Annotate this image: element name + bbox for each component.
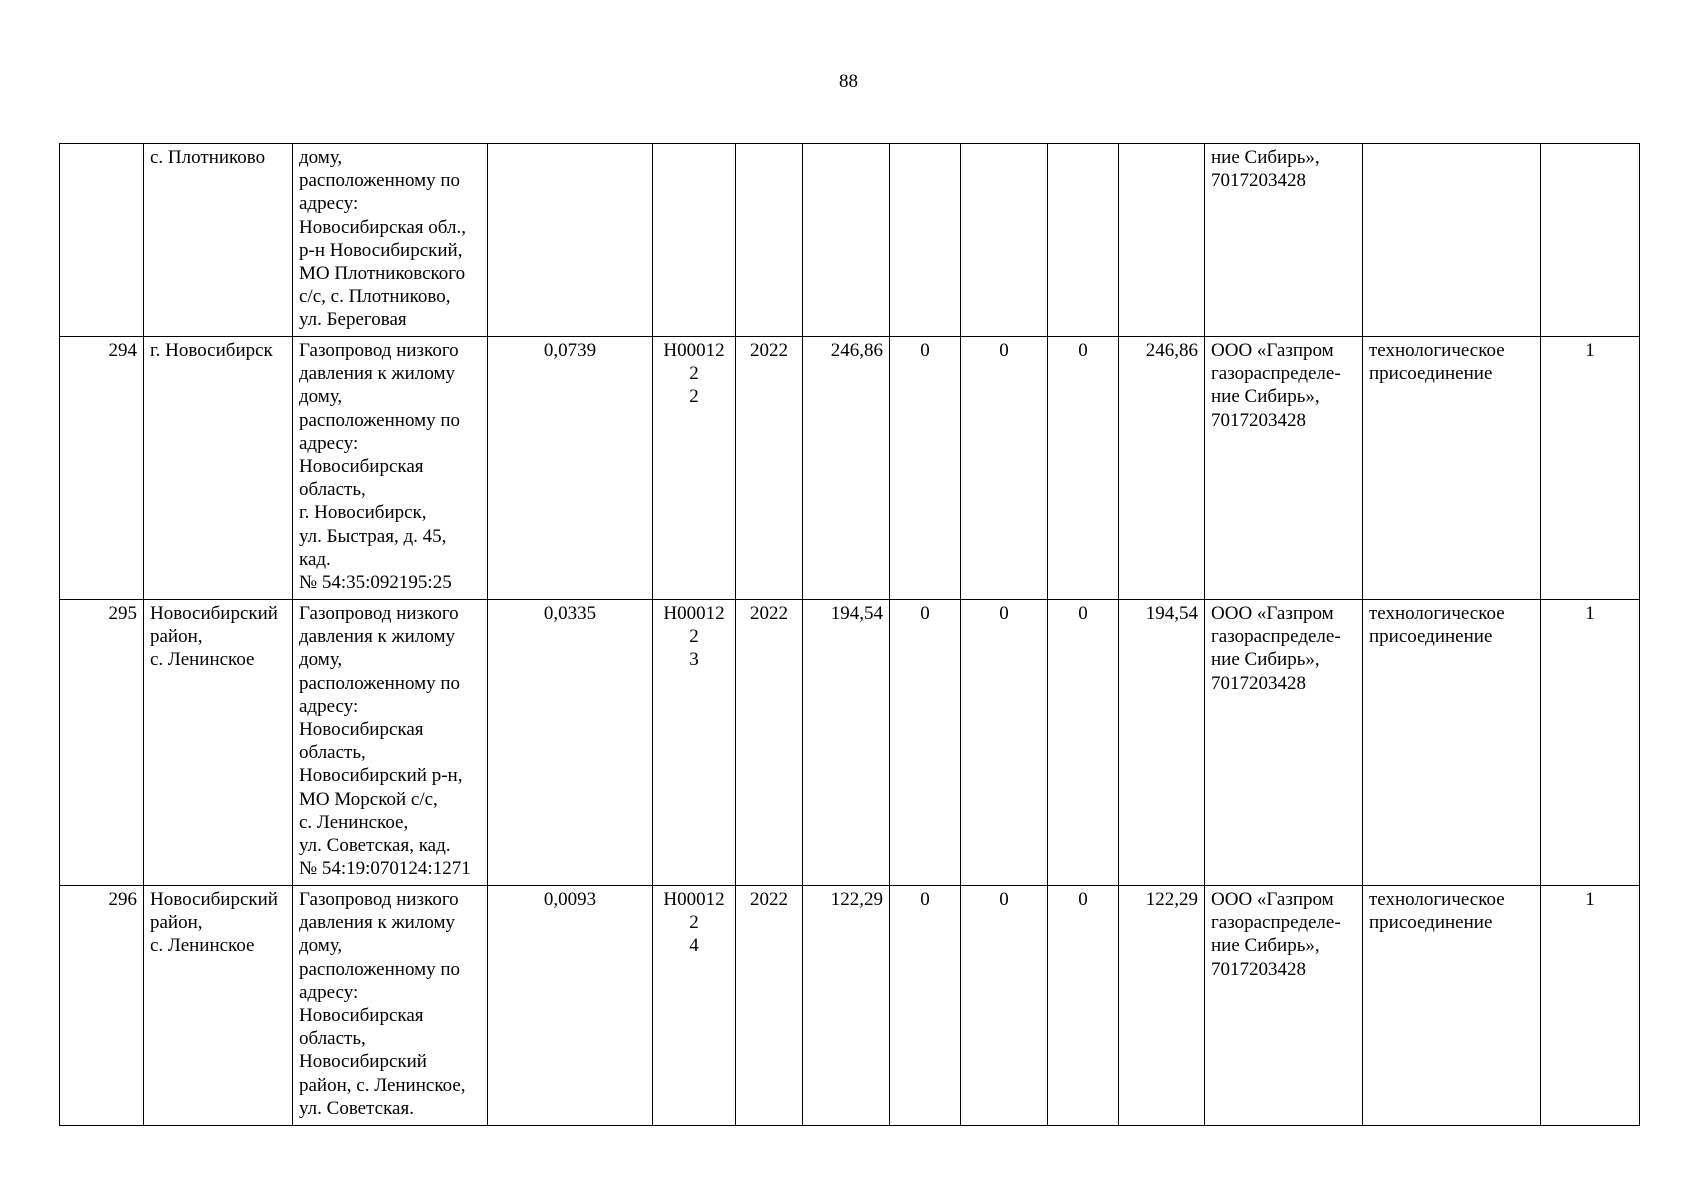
length-cell: 0,0739 <box>488 337 653 600</box>
inventory-code-cell: Н000122 4 <box>653 886 736 1126</box>
object-description-cell: Газопровод низкого давления к жилому дому, расположенному по адресу: Новосибирская область, Новосибирский р-н, МО Морской с/с, с. Ленинское, ул. Советская, кад. № 54:19:070124:1271 <box>293 600 488 886</box>
year-cell: 2022 <box>736 600 803 886</box>
locality-cell: Новосибирский район, с. Ленинское <box>144 600 293 886</box>
row-number-cell: 296 <box>60 886 144 1126</box>
inventory-code-cell: Н000122 2 <box>653 337 736 600</box>
table-row <box>60 337 1640 600</box>
count-cell: 1 <box>1541 600 1640 886</box>
reason-cell: технологическое присоединение <box>1363 886 1541 1126</box>
table-row <box>60 144 1640 337</box>
length-cell: 0,0093 <box>488 886 653 1126</box>
assets-table <box>59 143 1640 1126</box>
value-cell-2 <box>961 144 1048 337</box>
reason-cell: технологическое присоединение <box>1363 337 1541 600</box>
value-cell-3: 0 <box>1048 600 1119 886</box>
table-row <box>60 600 1640 886</box>
locality-cell: Новосибирский район, с. Ленинское <box>144 886 293 1126</box>
year-cell: 2022 <box>736 886 803 1126</box>
object-description-cell: дому, расположенному по адресу: Новосибирская обл., р-н Новосибирский, МО Плотниковского с/с, с. Плотниково, ул. Береговая <box>293 144 488 337</box>
object-description-cell: Газопровод низкого давления к жилому дому, расположенному по адресу: Новосибирская область, Новосибирский район, с. Ленинское, ул. Советская. <box>293 886 488 1126</box>
owner-cell: ние Сибирь», 7017203428 <box>1205 144 1363 337</box>
value-cell-1: 0 <box>890 337 961 600</box>
value-cell-1 <box>890 144 961 337</box>
value-cell-4 <box>1119 144 1205 337</box>
locality-cell: г. Новосибирск <box>144 337 293 600</box>
value-cell-4: 122,29 <box>1119 886 1205 1126</box>
table-row <box>60 886 1640 1126</box>
inventory-code-cell <box>653 144 736 337</box>
value-cell-2: 0 <box>961 337 1048 600</box>
value-cell-1: 0 <box>890 600 961 886</box>
table-body <box>60 144 1640 1126</box>
year-cell <box>736 144 803 337</box>
total-value-cell: 246,86 <box>803 337 890 600</box>
value-cell-3: 0 <box>1048 337 1119 600</box>
object-description-cell: Газопровод низкого давления к жилому дому, расположенному по адресу: Новосибирская область, г. Новосибирск, ул. Быстрая, д. 45, кад. № 54:35:092195:25 <box>293 337 488 600</box>
count-cell: 1 <box>1541 337 1640 600</box>
value-cell-3 <box>1048 144 1119 337</box>
value-cell-4: 246,86 <box>1119 337 1205 600</box>
year-cell: 2022 <box>736 337 803 600</box>
count-cell: 1 <box>1541 886 1640 1126</box>
owner-cell: ООО «Газпром газораспределе- ние Сибирь», 7017203428 <box>1205 886 1363 1126</box>
value-cell-3: 0 <box>1048 886 1119 1126</box>
page-number: 88 <box>839 71 858 92</box>
row-number-cell: 295 <box>60 600 144 886</box>
total-value-cell <box>803 144 890 337</box>
inventory-code-cell: Н000122 3 <box>653 600 736 886</box>
value-cell-2: 0 <box>961 600 1048 886</box>
value-cell-4: 194,54 <box>1119 600 1205 886</box>
row-number-cell <box>60 144 144 337</box>
length-cell <box>488 144 653 337</box>
total-value-cell: 122,29 <box>803 886 890 1126</box>
value-cell-1: 0 <box>890 886 961 1126</box>
count-cell <box>1541 144 1640 337</box>
locality-cell: с. Плотниково <box>144 144 293 337</box>
length-cell: 0,0335 <box>488 600 653 886</box>
owner-cell: ООО «Газпром газораспределе- ние Сибирь», 7017203428 <box>1205 600 1363 886</box>
value-cell-2: 0 <box>961 886 1048 1126</box>
owner-cell: ООО «Газпром газораспределе- ние Сибирь», 7017203428 <box>1205 337 1363 600</box>
reason-cell <box>1363 144 1541 337</box>
reason-cell: технологическое присоединение <box>1363 600 1541 886</box>
row-number-cell: 294 <box>60 337 144 600</box>
total-value-cell: 194,54 <box>803 600 890 886</box>
